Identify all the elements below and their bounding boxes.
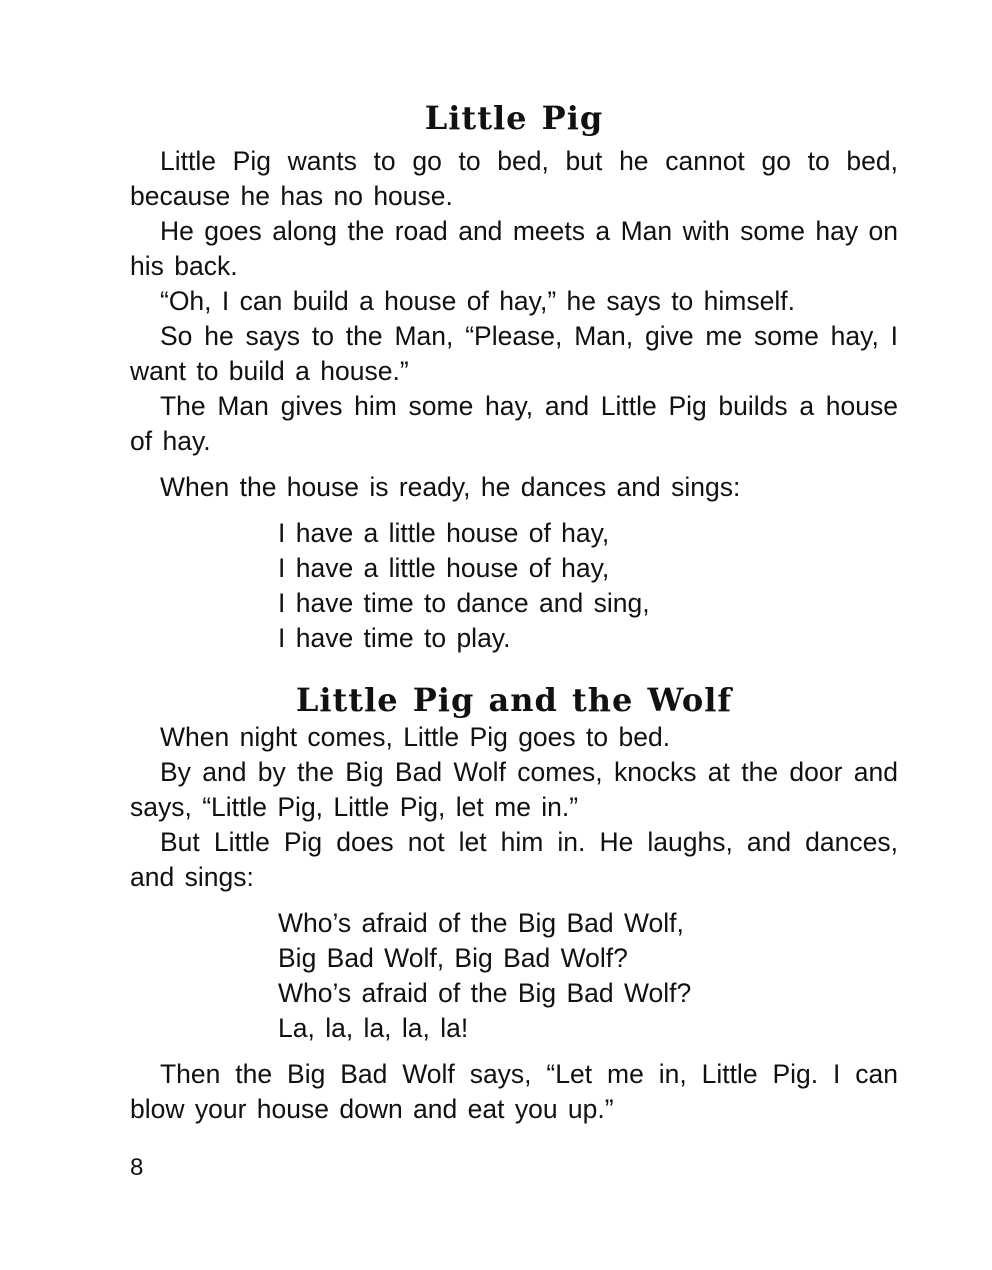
paragraph: When night comes, Little Pig goes to bed. bbox=[160, 722, 671, 752]
section-title-little-pig-and-the-wolf: Little Pig and the Wolf bbox=[295, 681, 733, 719]
paragraph: Little Pig wants to go to bed, but he cannot go to bed, because he has no house. bbox=[130, 146, 898, 211]
paragraph: When the house is ready, he dances and sings: bbox=[160, 472, 741, 502]
song-verse-big-bad-wolf bbox=[278, 906, 898, 1046]
song-verse-hay-house bbox=[278, 516, 898, 656]
verse-line: I have time to dance and sing, bbox=[278, 588, 650, 618]
verse-line: Who’s afraid of the Big Bad Wolf, bbox=[278, 908, 684, 938]
paragraph: Then the Big Bad Wolf says, “Let me in, Little Pig. I can blow your house down and eat you up.” bbox=[130, 1059, 898, 1124]
book-page bbox=[130, 98, 898, 1127]
verse-line: I have a little house of hay, bbox=[278, 518, 610, 548]
paragraph: He goes along the road and meets a Man with some hay on his back. bbox=[130, 216, 898, 281]
verse-line: I have time to play. bbox=[278, 623, 511, 653]
section-title-little-pig: Little Pig bbox=[424, 99, 604, 137]
verse-line: Who’s afraid of the Big Bad Wolf? bbox=[278, 978, 692, 1008]
paragraph: “Oh, I can build a house of hay,” he says to himself. bbox=[160, 286, 795, 316]
paragraph: By and by the Big Bad Wolf comes, knocks at the door and says, “Little Pig, Little Pig, let me in.” bbox=[130, 757, 898, 822]
page-number: 8 bbox=[130, 1154, 144, 1181]
paragraph: The Man gives him some hay, and Little Pig builds a house of hay. bbox=[130, 391, 898, 456]
paragraph: So he says to the Man, “Please, Man, give me some hay, I want to build a house.” bbox=[130, 321, 898, 386]
verse-line: La, la, la, la, la! bbox=[278, 1013, 469, 1043]
verse-line: Big Bad Wolf, Big Bad Wolf? bbox=[278, 943, 628, 973]
paragraph: But Little Pig does not let him in. He laughs, and dances, and sings: bbox=[130, 827, 898, 892]
verse-line: I have a little house of hay, bbox=[278, 553, 610, 583]
